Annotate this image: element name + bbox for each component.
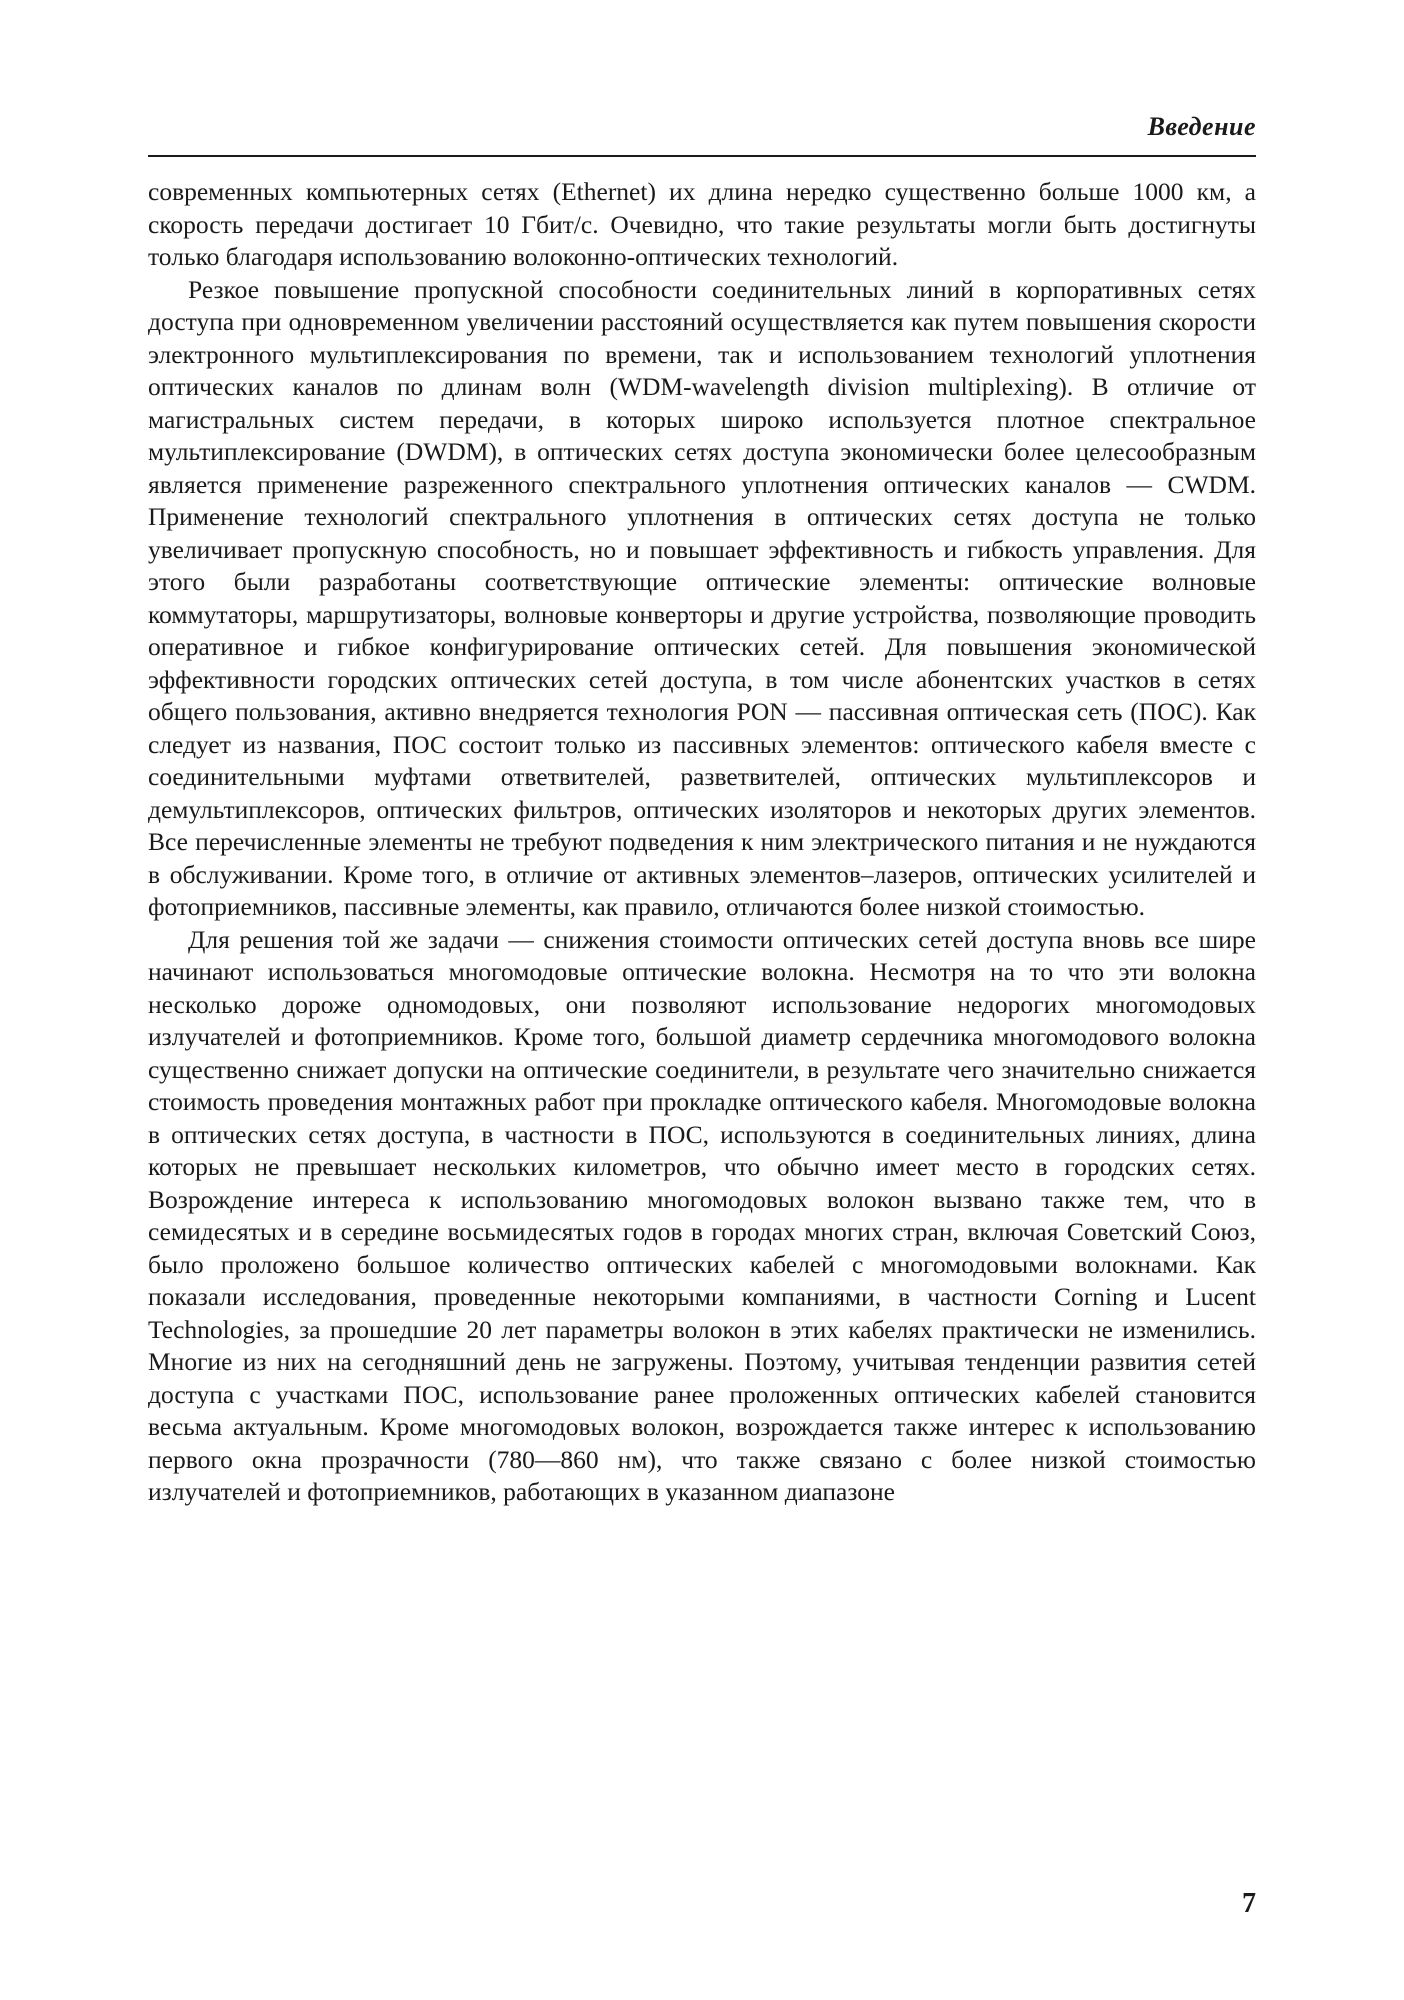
book-page [148, 0, 1256, 2000]
body-text [148, 176, 1256, 1509]
paragraph-wdm: Резкое повышение пропускной способности соединительных линий в корпоративных сетях доступа при одновременном увеличении расстояний осуществляется как путем повышения скорости электронного мультиплексирования по времени, так и использованием технологий уплотнения оптических каналов по длинам волн (WDM-wavelength division multiplexing). В отличие от магистральных систем передачи, в которых широко используется плотное спектральное мультиплексирование (DWDM), в оптических сетях доступа экономически более целесообразным является применение разреженного спектрального уплотнения оптических каналов — CWDM. Применение технологий спектрального уплотнения в оптических сетях доступа не только увеличивает пропускную способность, но и повышает эффективность и гибкость управления. Для этого были разработаны соответствующие оптические элементы: оптические волновые коммутаторы, маршрутизаторы, волновые конверторы и другие устройства, позволяющие проводить оперативное и гибкое конфигурирование оптических сетей. Для повышения экономической эффективности городских оптических сетей доступа, в том числе абонентских участков в сетях общего пользования, активно внедряется технология PON — пассивная оптическая сеть (ПОС). Как следует из названия, ПОС состоит только из пассивных элементов: оптического кабеля вместе с соединительными муфтами ответвителей, разветвителей, оптических мультиплексоров и демультиплексоров, оптических фильтров, оптических изоляторов и некоторых других элементов. Все перечисленные элементы не требуют подведения к ним электрического питания и не нуждаются в обслуживании. Кроме того, в отличие от активных элементов–лазеров, оптических усилителей и фотоприемников, пассивные элементы, как правило, отличаются более низкой стоимостью. [148, 274, 1256, 921]
paragraph-multimode: Для решения той же задачи — снижения стоимости оптических сетей доступа вновь все шире начинают использоваться многомодовые оптические волокна. Несмотря на то что эти волокна несколько дороже одномодовых, они позволяют использование недорогих многомодовых излучателей и фотоприемников. Кроме того, большой диаметр сердечника многомодового волокна существенно снижает допуски на оптические соединители, в результате чего значительно снижается стоимость проведения монтажных работ при прокладке оптического кабеля. Многомодовые волокна в оптических сетях доступа, в частности в ПОС, используются в соединительных линиях, длина которых не превышает нескольких километров, что обычно имеет место в городских сетях. Возрождение интереса к использованию многомодовых волокон вызвано также тем, что в семидесятых и в середине восьмидесятых годов в городах многих стран, включая Советский Союз, было проложено большое количество оптических кабелей с многомодовыми волокнами. Как показали исследования, проведенные некоторыми компаниями, в частности Corning и Lucent Technologies, за прошедшие 20 лет параметры волокон в этих кабелях практически не изменились. Многие из них на сегодняшний день не загружены. Поэтому, учитывая тенденции развития сетей доступа с участками ПОС, использование ранее проложенных оптических кабелей становится весьма актуальным. Кроме многомодовых волокон, возрождается также интерес к использованию первого окна прозрачности (780—860 нм), что также связано с более низкой стоимостью излучателей и фотоприемников, работающих в указанном диапазоне [148, 924, 1256, 1506]
running-header-title: Введение [1147, 112, 1256, 141]
header-rule [148, 155, 1256, 157]
page-number: 7 [1242, 1888, 1256, 1919]
paragraph-continued: современных компьютерных сетях (Ethernet) их длина нередко существенно больше 1000 км, а скорость передачи достигает 10 Гбит/с. Очевидно, что такие результаты могли быть достигнуты только благодаря использованию волоконно-оптических технологий. [148, 177, 1256, 271]
